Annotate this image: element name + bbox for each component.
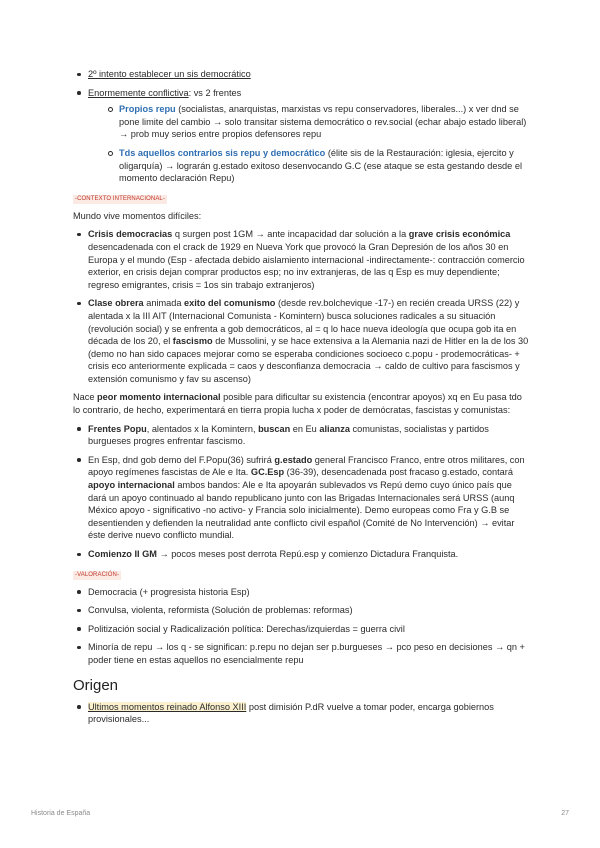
section-heading-origen: Origen (73, 676, 119, 694)
text: (desde rev.bolchevique -17-) en recién creada URSS (22) y alentada x la III AIT (Internacional Comunista - Komintern) busca soluciones radicales a su situación (revolución social) y se enfrenta a gob democráticos, al = q lo hace nueva ideología que ocupa gob ita en década de los 20, el (88, 298, 520, 347)
footer-title: Historia de España (31, 810, 91, 817)
list-item (73, 297, 531, 385)
valoracion-list (73, 586, 531, 667)
context-list (73, 228, 531, 385)
bold-text: fascismo (172, 336, 213, 347)
tag-valoracion: -VALORACIÓN- (75, 571, 120, 578)
text: en Eu (290, 423, 320, 434)
text: post dimisión P.dR vuelve a tomar poder, encarga gobiernos provisionales... (88, 701, 494, 725)
list-item-text: 2º intento establecer un sis democrático (88, 69, 251, 79)
text: q surgen post 1GM → ante incapacidad dar solución a la (172, 229, 409, 240)
list-item-label: Enormemente conflictiva (88, 87, 189, 98)
list-item (73, 423, 531, 448)
origen-list (73, 701, 531, 726)
bold-text: Crisis democracias (88, 229, 173, 240)
mundo-intro: Mundo vive momentos difíciles: (73, 210, 202, 221)
list-item (73, 548, 531, 561)
list-item: Politización social y Radicalización política: Derechas/izquierdas = guerra civil (73, 623, 531, 636)
content (73, 68, 531, 732)
europe-list (73, 423, 531, 561)
tag-contexto: -CONTEXTO INTERNACIONAL- (75, 195, 165, 202)
list-item (73, 68, 531, 81)
bold-text: Clase obrera (88, 298, 144, 309)
bold-text: g.estado (274, 454, 313, 465)
text: ambos bandos: Ale e Ita apoyarán sublevados vs Repú demo cuyo único país que dará un apoyo continuado al bando republicano junto con las Brigadas Internacionales será URSS (aunq México apoyo - significativo -no activo- y Francia solo inicialmente). Demo europeas como Fra y G.B se desentienden y defienden la neutralidad ante conflicto civil español (Comité de No Intervención) → evitar éste derive nuevo conflicto mundial. (88, 480, 515, 541)
list-item: Democracia (+ progresista historia Esp) (73, 586, 531, 599)
text: , alentados x la Komintern, (146, 423, 259, 434)
bold-text: Frentes Popu (88, 423, 147, 434)
bold-text: apoyo internacional (88, 480, 175, 491)
text: Nace (73, 392, 98, 403)
list-item (73, 701, 531, 726)
highlighted-text: Ultimos momentos reinado Alfonso XIII (88, 701, 247, 712)
list-item: Convulsa, violenta, reformista (Solución de problemas: reformas) (73, 604, 531, 617)
text: En Esp, dnd gob demo del F.Popu(36) sufrirá (88, 454, 275, 465)
sub-item-label: Tds aquellos contrarios sis repu y democrático (119, 147, 326, 158)
list-item: Minoría de repu → los q - se significan: p.repu no dejan ser p.burgueses → pco peso en decisiones → qn + poder tiene en estas aquellos no esencialmente repu (73, 641, 531, 666)
sub-item-text: (socialistas, anarquistas, marxistas vs repu conservadores, liberales...) x ver dnd se pone limite del cambio → solo transitar sistema democrático o rev.social (echar abajo estado liberal) → prob muy serios entre propios defensores repu (119, 104, 527, 140)
sub-list-item (104, 103, 531, 141)
bold-text: alianza (319, 423, 350, 434)
bold-text: Comienzo II GM (88, 549, 157, 559)
bold-text: GC.Esp (250, 467, 285, 478)
text: desencadenada con el crack de 1929 en Nueva York que provocó la Gran Depresión de los años 30 en Europa y el mundo (Esp - afectada debido aislamiento internacional -indirectamente-: contracción comercio exterior, en crisis dejan comprar productos esp; no inv extranjeras, de las q Esp es muy dependiente; regreso emigrantes, crisis = 1os sin trabajo extranjeros) (88, 241, 525, 290)
bold-text: peor momento internacional (97, 392, 221, 403)
text: comunistas, socialistas y partidos burgueses progres enfrentar fascismo. (88, 423, 489, 447)
list-item (73, 454, 531, 542)
list-item (73, 87, 531, 185)
text: (36-39), desencadenada post fracaso g.estado, contará (284, 467, 513, 478)
text: general Francisco Franco, entre otros militares, con apoyo regímenes fascistas de Ale e Ita. (88, 454, 525, 478)
text: posible para dificultar su existencia (encontrar apoyos) xq en Eu pasa tdo lo contrario, de hecho, experimentará en tierra propia lucha x poder de demócratas, fascistas y comunistas: (73, 392, 522, 416)
sub-list-item (104, 147, 531, 185)
text: animada (143, 298, 185, 309)
top-list (73, 68, 531, 185)
sub-item-text: (élite sis de la Restauración: iglesia, ejercito y oligarquía) → lograrán g.estado exitoso desenvocando G.C (ese ataque se esta gestando desde el momento declaración Repu) (119, 147, 522, 184)
bold-text: grave crisis económica (408, 229, 511, 240)
footer (31, 810, 569, 817)
sub-item-label: Propios repu (119, 104, 176, 115)
sub-list (104, 103, 531, 185)
bold-text: buscan (258, 423, 291, 434)
page-number: 27 (561, 810, 569, 817)
list-item-text: : vs 2 frentes (188, 87, 242, 98)
text: → pocos meses post derrota Repú.esp y comienzo Dictadura Franquista. (156, 549, 459, 559)
text: de Mussolini, y se hace extensiva a la Alemania nazi de Hitler en la de los 30 (demo no han sido capaces mejorar como se esperaba condiciones socioeco c.popu - prodemocráticas- + crisis eco anteriormente explicada = caos y desconfianza democracia → caldo de cultivo para fascismos y extensión comunismo y fav su ascenso) (88, 336, 529, 384)
bold-text: exito del comunismo (184, 298, 276, 309)
list-item (73, 228, 531, 291)
nace-paragraph (73, 391, 531, 416)
